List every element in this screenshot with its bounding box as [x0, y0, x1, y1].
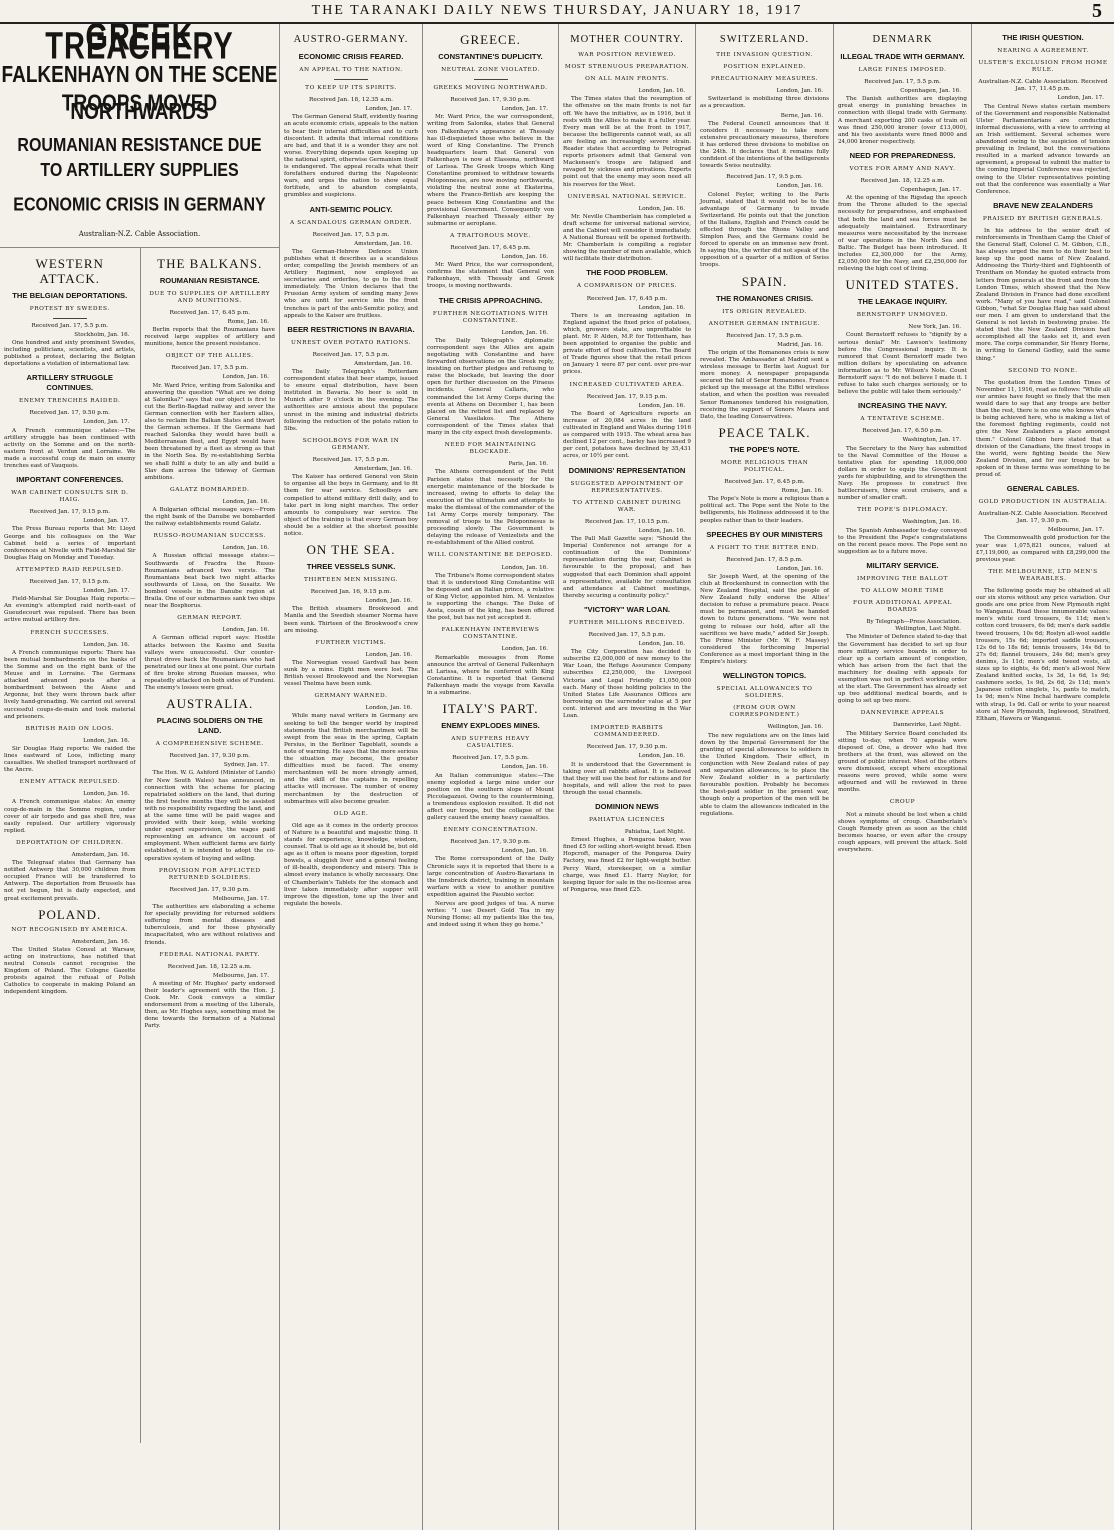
- article-heading: SPEECHES BY OUR MINISTERS: [706, 529, 823, 539]
- article-heading: THE IRISH QUESTION.: [1002, 33, 1084, 42]
- dateline-place: London, Jan. 17.: [1057, 95, 1104, 102]
- article-body: A meeting of Mr. Hughes' party endorsed their leader's agreement with the Hon. J. Cook. Mr. Cook conveys a similar endorsement from a meeting of the Liberals, then, as Mr. Hughes says, something must be done towards the formation of a National Party.: [144, 980, 275, 1030]
- article-kicker: GREEKS MOVING NORTHWARD.: [433, 85, 548, 92]
- article-kicker: DUE TO SUPPLIES OF ARTILLERY AND MUNITIONS.: [149, 290, 271, 304]
- article-body: The Commonwealth gold production for the year was 1,075,821 ounces, valued at £7,119,000, as compared with £8,299,000 the previous year.: [976, 535, 1110, 563]
- irish-question-column: [972, 24, 1114, 1530]
- western-attack-column: [0, 248, 140, 1443]
- article-kicker: A TRAITOROUS MOVE.: [450, 232, 531, 239]
- article-body: The Central News states certain members of the Government and responsible Nationalist Ulster Parliamentarians are conducting informal discussions, with a view to arriving at an Irish settlement. Several schemes were abandoned owing to the suspicion of tension prevailing in Ireland, but the conversations resulted in a marked advance towards an agreement, a proposal to submit the matter to the coming Imperial Conference was rejected, owing to the Ulster representatives pointing out that the conference was essentially a War Conference.: [976, 103, 1110, 195]
- article-kicker: SUGGESTED APPOINTMENT OF REPRESENTATIVES.: [570, 480, 684, 494]
- received-line: Received Jan. 17, 5.5 p.m.: [31, 322, 109, 329]
- article-kicker: ATTEMPTED RAID REPULSED.: [15, 566, 124, 573]
- dateline-place: London, Jan. 16.: [776, 183, 823, 190]
- article-heading: IMPORTANT CONFERENCES.: [16, 475, 124, 485]
- dateline-place: London, Jan. 16.: [638, 753, 685, 760]
- received-line: Received Jan. 17, 10.15 p.m.: [584, 518, 670, 525]
- section-title: DENMARK: [872, 34, 933, 45]
- dateline-place: London, Jan. 16.: [83, 641, 130, 648]
- received-line: Received Jan. 18, 12.25 a.m.: [860, 178, 945, 185]
- article-kicker: SPECIAL ALLOWANCES TO SOLDIERS.: [716, 686, 813, 700]
- advertisement-text: The following goods may be obtained at all our six stores without any price variation. Our goods are one price from New Plymouth right to Wanganui. Read these innumerable values: men's white cord trousers, 6s 11d; men's cotton cord trousers, 6s 6d; men's dark saddle tweed trousers, 10s 6d; Roslyn all-wool saddle trousers, 15s 6d; imported saddle trousers, 12s 6d to 18s 6d; tennis trousers, 14s 6d to 27s 6d; flannel trousers, 24s 6d; men's grey denims, 3s 11d; men's odd tweed vests, all sizes up to eights, 4s 6d; men's all-wool New Zealand knitted socks, 1s 3d, 1s 6d, 1s 9d; cashmere socks, 1s 9d, 2s 6d, 2s 11d; men's Japanese cotton singlets, 1s, pants to match, 1s 9d; men's Nine Inchal hardware complete with strap, 1s 9d. Call or write to your nearest store at New Plymouth, Inglewood, Stratford, Eltham, Hawera or Wanganui.: [976, 588, 1110, 722]
- received-line: Received Jan. 17, 9.30 p.m.: [586, 744, 668, 751]
- dateline-place: London, Jan. 16.: [501, 329, 548, 336]
- article-heading: ARTILLERY STRUGGLE CONTINUES.: [26, 373, 113, 393]
- article-kicker: CROUP: [889, 799, 916, 806]
- dateline-place: Paris, Jan. 16.: [508, 461, 548, 468]
- article-kicker: ENEMY ATTACK REPULSED.: [19, 779, 120, 786]
- article-body: One hundred and sixty prominent Swedes, including politicians, scientists, and artists, published a protest, declaring the Belgian deportations a violation of international law.: [4, 339, 136, 368]
- received-line: Received Jan. 17, 9.50 p.m.: [29, 410, 110, 417]
- article-body: While many naval writers in Germany are seeking to tell the benger world by inspired statements that British merchantmen will be swept from the seas in the spring, Captain Persius, in the Berliner Tageblatt, sounds a note of warning. He says that the more serious the situation may become, the greater difficulties must be faced. The enemy merchantmen will be more strongly armed, and the skill of the captains in repelling attacks will increase. The number of enemy merchantmen by the destruction of submarines will also become greater.: [284, 713, 418, 805]
- dateline-place: London, Jan. 16.: [501, 764, 548, 771]
- article-body: A French communique states:—The artillery struggle has been continued with activity on the Somme and on the north-eastern front at Verdun and Lorraine. We made a successful coup de main on enemy trenches east of Vauquois.: [4, 427, 136, 469]
- article-kicker: DEPORTATION OF CHILDREN.: [16, 839, 124, 846]
- article-body: The City Corporation has decided to subscribe £2,000,000 of new money to the War Loan, the Refuge Assurance Company subscribes £2,250,000, the Liverpool Victoria and Legal Friendly £1,050,000 each. Many of those holding policies in the United States Life Assurance Offices are borrowing on the surrender value at 5 per cent. interest and are investing in the War Loan.: [563, 649, 691, 720]
- headline-troops-moved: TROOPS MOVED NORTHWARDS: [61, 91, 218, 126]
- article-kicker: MORE RELIGIOUS THAN POLITICAL.: [720, 459, 809, 473]
- article-heading: THE CRISIS APPROACHING.: [438, 295, 543, 305]
- article-heading: CONSTANTINE'S DUPLICITY.: [438, 52, 543, 61]
- article-body: The Hon. W. G. Ashford (Minister of Lands) for New South Wales) has announced, in connection with the scheme for placing repatriated soldiers on the land, that during the first twelve months they will be assisted with no responsibility regarding the land, and at the same time will be paid wages and provided with their keep, while working under expert supervision, the wages paid representing an advance on account of employment. When sufficient farms are fairly established, it is intended to adopt the co-operative system of buying and selling.: [144, 770, 275, 862]
- article-heading: THREE VESSELS SUNK.: [306, 562, 396, 572]
- article-kicker: NOT RECOGNISED BY AMERICA.: [11, 926, 129, 933]
- received-line: Received Jan. 17, 5.5 p.m.: [726, 332, 803, 339]
- dateline-place: London, Jan. 16.: [501, 646, 548, 653]
- dateline-place: Amsterdam, Jan. 16.: [354, 466, 412, 473]
- dateline-place: Washington, Jan. 17.: [902, 437, 961, 444]
- article-body: Mr. Ward Price, the war correspondent, writing from Salonika, states that General von Falkenhayn's appearance at Thessaly has ill-disquieted those who believe in the word of King Constantine. The French headquarters learn that General von Falkenhayn is now at Elassona, northward of Larissa. The Greek troops which King Constantine promised to withdraw towards Peloponnesus, are now moving northwards, violating the neutral zone at Ekaterina, where the Franco-British are keeping the peace between King Constantine and the provisional Government. Consequently von Falkenhayn reached Thessaly either by submarine or aeroplane.: [427, 114, 554, 227]
- article-body: A French communique states: An enemy coup-de-main in the Somme region, under cover of air torpedo and gas shell fire, was easily repulsed. Our artillery vigorously replied.: [4, 799, 136, 834]
- article-heading: ECONOMIC CRISIS FEARED.: [298, 52, 404, 61]
- greece-column: [423, 24, 559, 1530]
- received-line: Received Jan. 17, 9.30 p.m.: [169, 753, 250, 760]
- article-body: The Kaiser has ordered General von Stein to organise all the boys in Germany, and to fit them for war service. Schoolboys are compelled to attend military drill daily, and to take part in long night marches. The order amounts to compulsory war service. The object of the training is that every German boy should be a soldier at the shortest possible notice.: [284, 474, 418, 537]
- article-heading: BRAVE NEW ZEALANDERS: [993, 200, 1093, 210]
- article-kicker: FRENCH SUCCESSES.: [30, 629, 110, 636]
- article-body: The Rome correspondent of the Daily Chronicle says it is reported that there is a large concentration of Austro-Bavarians in the Innsbruck district, training in mountain warfare with a view to another punitive expedition against the Pasubio sector.: [427, 856, 554, 898]
- received-line: Received Jan. 17, 9.5 p.m.: [726, 174, 803, 181]
- article-kicker: THE INVASION QUESTION.: [716, 52, 813, 58]
- article-heading: THE ROMANONES CRISIS.: [715, 293, 814, 303]
- article-body: The Minister of Defence stated to-day that the Government has decided to set up four more military service boards in order to clear up a certain amount of congestion, which has arisen from the fact that the machinery for dealing with appeals for exemption was not in perfect working order at the start. The Government has already set up two additional medical boards, and is going to set up two more.: [838, 634, 967, 705]
- dateline-place: London, Jan. 16.: [222, 374, 269, 381]
- article-kicker: IMPORTED RABBITS COMMANDEERED.: [590, 725, 664, 739]
- dateline-place: Melbourne, Jan. 17.: [1047, 527, 1104, 534]
- front-subcolumns: [0, 247, 279, 1443]
- dateline-place: London, Jan. 16.: [501, 848, 548, 855]
- article-kicker: GOLD PRODUCTION IN AUSTRALIA.: [978, 499, 1108, 506]
- article-body: The Telegraaf states that Germany has notified Antwerp that 30,000 children from occupied France will be transferred to Antwerp. The deportation from Brussels has not yet begun, but is daily expected, and great excitement prevails.: [4, 860, 136, 902]
- article-kicker: A SCANDALOUS GERMAN ORDER.: [290, 219, 412, 226]
- article-kicker: INCREASED CULTIVATED AREA.: [569, 381, 685, 388]
- article-kicker: FEDERAL NATIONAL PARTY.: [159, 951, 261, 958]
- article-kicker: WAR CABINET CONSULTS SIR D. HAIG.: [11, 490, 129, 504]
- article-heading: THE LEAKAGE INQUIRY.: [857, 297, 948, 307]
- article-body: The Daily Telegraph's diplomatic correspondent says the Allies are again negotiating with Constantine and have forwarded observations on the Greek reply, insisting on further pledges and refusing to raise the blockade, but leaving the door open for further discussion on the Piraeus incidents. General Callaris, who commanded the 1st Army Corps during the events at Athens on December 1, has been placed on the retired list and replaced by General Vassilakos. The Athens correspondent of the Times states that many in the city expect fresh developments.: [427, 337, 554, 437]
- article-body: Ernest Hughes, a Pongaroa baker, was fined £5 for selling short-weight bread. Eben Hopcroft, manager of the Pongaroa Dairy Factory, was fined £2 for light-weight butter. Percy Ward, storekeeper, on a similar charge, was fined £1. Harry Naylor, for keeping liquor for sale in the no-license area of Pongaroa, was fined £25.: [563, 837, 691, 893]
- article-kicker: WAR POSITION REVIEWED.: [578, 52, 676, 58]
- section-title: UNITED STATES.: [845, 277, 960, 293]
- dateline-place: London, Jan. 16.: [83, 791, 130, 798]
- dateline-place: London, Jan. 16.: [776, 88, 823, 95]
- article-body: The Spanish Ambassador to-day conveyed to the President the Pope's congratulations on the recent peace move. The Pope sent no suggestion as to a future move.: [838, 527, 967, 555]
- received-line: Received Jan. 18, 12.35 a.m.: [309, 97, 393, 104]
- article-kicker: OLD AGE.: [333, 810, 369, 817]
- dateline-place: Melbourne, Jan. 17.: [212, 972, 269, 979]
- dateline-place: London, Jan. 16.: [638, 402, 685, 409]
- dateline-place: Wellington, Jan. 16.: [767, 724, 823, 731]
- article-body: The Press Bureau reports that Mr. Lloyd George and his colleagues on the War Cabinet held a series of important conferences at Nivelle with Field-Marshal Sir Douglas Haig on Monday and Tuesday.: [4, 526, 136, 561]
- article-kicker: PRAISED BY BRITISH GENERALS.: [982, 215, 1104, 222]
- page-columns: [0, 24, 1114, 1530]
- dateline-place: Washington, Jan. 16.: [902, 519, 961, 526]
- article-kicker: BRITISH RAID ON LOOS.: [25, 725, 114, 732]
- article-heading: ROUMANIAN RESISTANCE.: [159, 275, 260, 285]
- dateline-place: London, Jan. 17.: [83, 588, 130, 595]
- divider: [474, 79, 508, 80]
- article-body: There is an increasing agitation in England against the fixed price of potatoes, which, growers state, are unprofitable to plant. Mr. P. Alden, M.P. for Tottenham, has been appointed to organise the public and private effort of food cultivation. The Board of Trade figures show that the retail prices on January 1 were 87 per cent. over pre-war prices.: [563, 312, 691, 376]
- article-kicker: ENEMY CONCENTRATION.: [443, 827, 538, 834]
- article-body: Remarkable messages from Rome announce the arrival of General Falkenhayn at Larissa, where he conferred with King Constantine. It is reported that General Falkenhayn made the voyage from Kavalla in a submarine.: [427, 654, 554, 697]
- article-heading: MILITARY SERVICE.: [866, 560, 939, 570]
- article-kicker: GERMANY WARNED.: [314, 693, 388, 700]
- dateline-place: London, Jan. 17.: [501, 106, 548, 113]
- dateline-place: London, Jan. 17.: [83, 518, 130, 525]
- section-title: PEACE TALK.: [718, 424, 811, 440]
- received-line: Received Jan. 17, 6.45 p.m.: [169, 309, 250, 316]
- article-body: The Federal Council announces that it considers it necessary to take more extensive precautionary measures, therefore it has ordered three divisions to mobilise on the 24th. It declares that it remains fully confident of the intentions of the belligerents towards Swiss neutrality.: [700, 120, 829, 170]
- article-heading: INCREASING THE NAVY.: [858, 401, 947, 411]
- article-heading: ENEMY EXPLODES MINES.: [441, 721, 540, 731]
- article-kicker: BERNSTORFF UNMOVED.: [856, 312, 949, 319]
- article-kicker: SCHOOLBOYS FOR WAR IN GERMANY.: [302, 437, 400, 451]
- dateline-place: Amsterdam, Jan. 16.: [354, 240, 412, 247]
- section-title: GREECE.: [460, 32, 521, 47]
- headline-economic-crisis: ECONOMIC CRISIS IN GERMANY: [13, 196, 266, 216]
- dateline-place: By Telegraph—Press Association. Wellington, Last Night.: [866, 619, 961, 633]
- article-body: Field-Marshal Sir Douglas Haig reports:—An evening's attempted raid north-east of Gueudecourt was repulsed. There has been active mutual artillery fire.: [4, 596, 136, 624]
- article-kicker: WILL CONSTANTINE BE DEPOSED.: [427, 552, 554, 559]
- received-line: Received Jan. 17, 9.15 p.m.: [586, 393, 668, 400]
- headline-falkenhayn: FALKENHAYN ON THE SCENE: [1, 63, 278, 89]
- article-kicker: (FROM OUR OWN CORRESPONDENT.): [729, 705, 800, 719]
- article-kicker: NEUTRAL ZONE VIOLATED.: [441, 67, 540, 73]
- divider: [334, 79, 368, 80]
- dateline-place: Copenhagen, Jan. 17.: [900, 187, 961, 194]
- article-kicker: FURTHER MILLIONS RECEIVED.: [568, 619, 686, 626]
- dateline-place: Amsterdam, Jan. 16.: [71, 938, 130, 945]
- article-kicker: PROTEST BY SWEDES.: [29, 305, 110, 312]
- article-body: The German General Staff, evidently fearing an acute economic crisis, appeals to the nation to bear their internal difficulties and to curb discontent. It admits that internal conditions are bad, and that it is a wonder they are not worse. Everything depends upon keeping up the national spirit, otherwise Germanism itself is endangered. The appeal recalls what their forefathers endured during the Napoleonic wars, and urges the nation to show equal fortitude, and to abandon complaints, grumbles and suspicions.: [284, 114, 418, 199]
- dateline-place: Sydney, Jan. 17.: [223, 762, 269, 769]
- article-heading: THE FOOD PROBLEM.: [586, 268, 668, 278]
- advertisement-text: Not a minute should be lost when a child shows symptoms of croup. Chamberlain's Cough Remedy given as soon as the child becomes hoarse, or even after the croupy cough appears, will prevent the attack. Sold everywhere.: [838, 811, 967, 853]
- article-body: The Pope's Note is more a religious than a political act. The Pope sent the Note to the belligerents, his Holiness addressed it to the peoples rather than to their leaders.: [700, 496, 829, 524]
- article-body: A Russian official message states:—Southwards of Fracdra the Russo-Roumanians advanced two versts. The Roumanians beat back two night attacks southwards of Lissa, on the Susaitz. We bombed vessels in the Danube region at Braila. One of our submarines sank two ships near the Bosphorus.: [144, 553, 275, 610]
- received-line: Received Jan. 17, 6.45 p.m.: [724, 479, 805, 486]
- article-kicker: FALKENHAYN INTERVIEWS CONSTANTINE.: [441, 627, 540, 641]
- dateline-place: New York, Jan. 16.: [908, 324, 961, 331]
- article-body: The Pall Mall Gazette says: "Should the Imperial Conference not arrange for a continuation of the Dominions' representation during the war, Cabinet is favourable to the proposal, and has suggested that each Dominion shall appoint a representative, available for consultation and attendance at Cabinet meetings, thereby securing a continuity policy.": [563, 536, 691, 599]
- received-line: Received Jan. 17, 9.30 p.m.: [450, 839, 531, 846]
- mother-country-column: [559, 24, 696, 1530]
- article-kicker: DANNEVIRKE APPEALS: [860, 710, 945, 717]
- article-kicker: UNIVERSAL NATIONAL SERVICE.: [567, 193, 687, 200]
- article-body: The Tribune's Rome correspondent states that it is understood King Constantine will be deposed and an Italian prince, a relative of King Victor, appointed him. M. Venizelos is supporting the change. The Duke of Aosta, cousin of the king, has been offered the post, but has not yet accepted it.: [427, 572, 554, 622]
- article-kicker: PRECAUTIONARY MEASURES.: [710, 76, 819, 83]
- article-kicker: TO ALLOW MORE TIME: [860, 587, 945, 594]
- article-body: Count Bernstorff refuses to "dignify by a serious denial" Mr. Lawson's testimony before the Congressional inquiry. It is rumored that Count Bernstorff made two million dollars by speculating on advance information as to Mr. Wilson's Note. Count Bernstorff says: "I do not believe I made it. I refuse to take such charges seriously, or to believe the public will take them seriously.": [838, 332, 967, 396]
- dateline-place: London, Jan. 16.: [638, 88, 685, 95]
- article-heading: DOMINION NEWS: [595, 801, 659, 811]
- article-heading: GENERAL CABLES.: [1006, 484, 1080, 494]
- article-heading: DOMINIONS' REPRESENTATION: [568, 465, 686, 475]
- received-line: Received Jan. 17, 5.5 p.m.: [312, 457, 390, 464]
- article-heading: ILLEGAL TRADE WITH GERMANY.: [840, 52, 965, 61]
- dateline-place: Amsterdam, Jan. 16.: [71, 852, 130, 858]
- received-line: Received Jan. 17, 8.5 p.m.: [726, 556, 803, 563]
- received-line: Received Jan. 17, 9.15 p.m.: [29, 579, 110, 585]
- article-body: In his address to the senior draft of reinforcements in Trentham Camp the Chief of the General Staff, Colonel C. M. Gibbon, C.B., has always urged the men to do their best to keep up the good name of New Zealand. Addressing the Thirty-third and Eighteenth of Trentham on Monday he quoted extracts from letters from generals at the front and from the London Times, which showed that the New Zealand Division in France had done excellent work. "Many of you have read," said Colonel Gibbon, "what Sir Douglas Haig has said about our men. I am given to understand that the General is not lavish in bestowing praise. He stated that the New Zealand Division had accomplished all the tasks set it, and even more. The corps commander, Sir Henry Horne, in writing to General Godley, said the same thing.": [976, 227, 1110, 362]
- section-title: SWITZERLAND.: [719, 34, 810, 45]
- dateline-place: Amsterdam, Jan. 16.: [354, 360, 412, 367]
- received-line: Received Jan. 17, 5.5 p.m.: [452, 755, 529, 762]
- article-kicker: UNREST OVER POTATO RATIONS.: [290, 339, 412, 346]
- article-kicker: GALATZ BOMBARDED.: [169, 486, 250, 493]
- article-kicker: RUSSO-ROUMANIAN SUCCESS.: [153, 533, 266, 540]
- article-kicker: ULSTER'S EXCLUSION FROM HOME RULE.: [978, 60, 1108, 74]
- dateline-place: London, Jan. 16.: [638, 304, 685, 311]
- article-kicker: VOTES FOR ARMY AND NAVY.: [849, 165, 956, 172]
- switzerland-column: [696, 24, 834, 1530]
- received-line: Received Jan. 17, 9.30 p.m.: [169, 886, 250, 893]
- dateline-place: London, Jan. 16.: [365, 705, 412, 712]
- dateline-place: Stockholm, Jan. 16.: [74, 331, 130, 338]
- article-kicker: ON ALL MAIN FRONTS.: [585, 76, 669, 83]
- article-kicker: OBJECT OF THE ALLIES.: [165, 353, 254, 360]
- section-title: ITALY'S PART.: [442, 701, 539, 717]
- article-kicker: MOST STRENUOUS PREPARATION.: [564, 64, 690, 71]
- dateline-place: Rome, Jan. 16.: [781, 488, 823, 495]
- article-body: It is understood that the Government is taking over all rabbits afloat. It is believed that they will use the best for rations and for hospitals, and will allow the rest to pass through the usual channels.: [563, 761, 691, 796]
- article-body: The Military Service Board concluded its sitting to-day, when 70 appeals were disposed of. One, a drover who had five brothers at the front, was allowed on the ground of public interest. Most of the others were dismissed, except where exceptional reasons were proved, while some were adjourned and will be reviewed in three months.: [838, 730, 967, 794]
- article-body: The new regulations are on the lines laid down by the Imperial Government for the granting of special allowances to soldiers in the United Kingdom. Their effect, in conjunction with New Zealand rates of pay and separation allowances, is to place the New Zealand soldier in a particularly favourable position. Probably he becomes the best-paid soldier in the present war, though only a proportion of the men will be able to claim the allowances indicated in the regulations.: [700, 732, 829, 817]
- article-body: The Danish authorities are displaying great energy in punishing breaches in connection with illegal trade with Germany. A merchant exporting 200 casks of train oil was fined 250,000 kroner (over £13,000), and his two assistants were fined 8000 and 24,000 kroner respectively.: [838, 96, 967, 145]
- dateline-place: London, Jan. 16.: [222, 627, 269, 634]
- article-body: Switzerland is mobilising three divisions as a precaution.: [700, 96, 829, 110]
- received-line: Received Jan. 17, 6.45 p.m.: [586, 295, 668, 302]
- article-body: A German official report says: Hostile attacks between the Kasino and Susita valleys were unsuccessful. Our counter-thrust drove back the Roumanians who had penetrated our lines at one point. Our curtain of fire broke strong Russian masses, who repeatedly attacked on both sides of Fundeni. The enemy's losses were great.: [144, 635, 275, 692]
- dateline-place: London, Jan. 17.: [365, 106, 412, 113]
- headline-roumanian-resistance: ROUMANIAN RESISTANCE DUE TO ARTILLERY SUPPLIES: [17, 136, 262, 182]
- denmark-column: [834, 24, 972, 1530]
- article-kicker: LARGE FINES IMPOSED.: [858, 67, 947, 73]
- divider: [53, 318, 87, 319]
- received-line: Received Jan. 17, 5.5 p.m.: [312, 231, 390, 238]
- article-body: The German-Hebrew Defence Union publishes what it describes as a scandalous order, compelling the Jewish members of an Artillery Regiment, now employed as secretaries and orderlies, to go to the front immediately. The Union declares that the Prussian Army system of sending many Jews who are unfit for service into the front trenches is part of the anti-Semitic policy, and appeals to the Kaiser are fruitless.: [284, 248, 418, 319]
- article-body: The British steamers Brookwood and Manila and the Swedish steamer Norma have been sunk. Thirteen of the Brookwood's crew are missing.: [284, 606, 418, 634]
- article-body: The Norwegian vessel Gardvall has been sunk by a mine. Eight men were lost. The British vessel Brookwood and the Norwegian vessel Thelma have been sunk.: [284, 659, 418, 688]
- dateline-place: Madrid, Jan. 16.: [777, 341, 823, 348]
- dateline-place: Berne, Jan. 16.: [780, 112, 823, 119]
- article-body: Sir Joseph Ward, at the opening of the club at Brockenhurst in connection with the New Zealand Hospital, said the people of New Zealand fully endorse the Allies' decision to refuse a premature peace. Peace must be permanent, and must be handed down to future generations. "We were not going to release our hold, after all the sacrifices we have made," added Sir Joseph. The Prime Minister (Mr. W. F. Massey) considered the forthcoming Imperial Conference as a most important thing in the Empire's history.: [700, 573, 829, 665]
- article-kicker: PAHIATUA LICENCES: [588, 816, 666, 823]
- dateline-place: London, Jan. 16.: [776, 565, 823, 572]
- dateline-place: London, Jan. 16.: [638, 641, 685, 648]
- received-line: Received Jan. 17, 6.45 p.m.: [450, 244, 531, 251]
- received-line: Received Jan. 17, 6.50 p.m.: [862, 428, 943, 435]
- article-kicker: THE MELBOURNE, LTD MEN'S WEARABLES.: [988, 568, 1098, 582]
- article-kicker: NEARING A AGREEMENT.: [997, 48, 1089, 54]
- dateline-place: Rome, Jan. 16.: [227, 318, 269, 325]
- article-body: Mr. Ward Price, the war correspondent, confirms the statement that General von Falkenhayn, with Thessaly and Greek troops, is moving northwards.: [427, 262, 554, 290]
- article-kicker: AND SUFFERS HEAVY CASUALTIES.: [451, 736, 530, 750]
- dateline-place: London, Jan. 16.: [365, 651, 412, 658]
- article-body: The quotation from the London Times of November 11, 1916, read as follows: "While all our armies have fought so finely that the men would dare to say that any troops are better than the rest, there is no one who knows what is being achieved here, who is making a list of the foremost fighting regiments, could not give the New Zealanders a place amongst them." Colonel Gibbon here stated that a division of the Canadians, the finest troops in the world, were fighting beside the New Zealand Division, and for our troops to be spoken of in these terms was something to be proud of.: [976, 379, 1110, 478]
- article-kicker: FURTHER NEGOTIATIONS WITH CONSTANTINE.: [432, 310, 549, 324]
- article-heading: "VICTORY" WAR LOAN.: [583, 604, 671, 614]
- article-heading: WELLINGTON TOPICS.: [722, 671, 807, 681]
- article-kicker: FURTHER VICTIMS.: [315, 639, 387, 646]
- received-line: Received Jan. 17, 9.30 p.m.: [450, 97, 531, 104]
- dateline-place: Melbourne, Jan. 17.: [212, 895, 269, 902]
- received-line: Received Jan. 17, 5.5 p.m.: [864, 79, 941, 86]
- dateline-place: London, Jan. 16.: [222, 498, 269, 505]
- article-kicker: POSITION EXPLAINED.: [723, 64, 806, 71]
- dateline-place: London, Jan. 16.: [222, 545, 269, 552]
- article-body: The Daily Telegraph's Rotterdam correspondent states that beer stamps, issued to ensure equal distribution, have been instituted in Bavaria. No beer is sold in Munich after 9 o'clock in the evening. The authorities are anxious about the populace unrest in the mining and industrial districts following the reduction of the potato ration to 5lbs.: [284, 369, 418, 432]
- article-kicker: IMPROVING THE BALLOT: [857, 575, 948, 582]
- section-title: POLAND.: [38, 906, 102, 922]
- article-kicker: GERMAN REPORT.: [177, 615, 243, 622]
- masthead: [0, 0, 1114, 24]
- article-heading: PLACING SOLDIERS ON THE LAND.: [156, 716, 263, 736]
- article-kicker: AN APPEAL TO THE NATION.: [299, 67, 403, 73]
- dateline-place: London, Jan. 16.: [501, 254, 548, 261]
- received-line: Received Jan. 17, 5.5 p.m.: [171, 365, 249, 372]
- article-body: Mr. Neville Chamberlain has completed a draft scheme for universal national service, and the Cabinet will consider it immediately. A National Bureau will be opened forthwith. Mr. Chamberlain is compiling a register showing the number of men available, which will facilitate their distribution.: [563, 213, 691, 263]
- front-column: [0, 24, 280, 1530]
- article-body: Mr. Ward Price, writing from Salonika and answering the question "What are we doing at Salonika?" says that our object is first to cut the Berlin-Bagdad railway and sever the German connection with her Eastern allies, also to reclaim the Balkan States and thwart the German schemes. If the Germans had reached Salonika they would have built a Mediterranean fleet, and Egypt would have been threatened by a fleet as strong as that in the North Sea. By re-establishing Serbia we shall fulfil a duty to an ally and build a Slav dam across the tideway of German ambitions.: [144, 382, 275, 481]
- received-line: Received Jan. 17, 5.5 p.m.: [588, 632, 666, 638]
- article-heading: NEED FOR PREPAREDNESS.: [849, 150, 956, 160]
- article-kicker: ENEMY TRENCHES RAIDED.: [19, 398, 121, 405]
- article-body: Sir Douglas Haig reports: We raided the lines eastward of Loos, inflicting many casualties. We shelled transport northward of the Ancre.: [4, 745, 136, 774]
- received-line: Australian-N.Z. Cable Association. Received Jan. 17, 11.45 p.m.: [978, 79, 1108, 93]
- article-heading: THE POPE'S NOTE.: [729, 444, 800, 454]
- dateline-place: London, Jan. 16.: [365, 598, 412, 605]
- advertisement-text: Nerves are good judges of tea. A nurse writes: "I use Desert Gold Tea in my Nursing Home; all my patients like the tea, and indeed using it when they go home.": [427, 901, 554, 929]
- received-line: Received Jan. 17, 5.5 p.m.: [312, 351, 390, 358]
- article-kicker: FOUR ADDITIONAL APPEAL BOARDS: [853, 600, 952, 614]
- article-kicker: A COMPARISON OF PRICES.: [576, 283, 678, 290]
- article-body: The Board of Agriculture reports an increase of 20,084 acres in the land cultivated in England and Wales during 1916 as compared with 1915. The wheat area has declined 12 per cent., barley has increased 9 per cent, potatoes have declined by 35,431 acres, or 10½ per cent.: [563, 410, 691, 460]
- section-title: WESTERN ATTACK.: [35, 255, 104, 286]
- dateline-place: London, Jan. 17.: [83, 419, 130, 426]
- article-kicker: TO KEEP UP ITS SPIRITS.: [305, 85, 397, 92]
- article-body: The Secretary to the Navy has submitted to the Naval Committee of the House a tentative plan for spending 18,000,000 dollars in order to equip the Government yards for shipbuilding, and to strengthen the Navy. He proposes to construct five battlecruisers, three scout cruisers, and a number of smaller craft.: [838, 445, 967, 502]
- article-kicker: A FIGHT TO THE BITTER END.: [709, 544, 820, 551]
- article-kicker: ITS ORIGIN REVEALED.: [722, 308, 807, 315]
- article-body: Old age as it comes in the orderly process of Nature is a beautiful and majestic thing. It stands for experience, knowledge, wisdom, counsel. That is old age as it should be, but old age as it often is means poor digestion, torpid bowels, a sluggish liver and a general feeling of ill-health, despondency and misery. This is almost every instance is wholly necessary. One of Chamberlain's Tablets for the stomach and liver taken immediately after supper will improve the digestion, tone up the liver and regulate the bowels.: [284, 822, 418, 907]
- article-kicker: A COMPREHENSIVE SCHEME.: [155, 741, 264, 748]
- section-title: THE BALKANS.: [157, 255, 263, 271]
- received-line: Received Jan. 18, 12.25 a.m.: [167, 963, 252, 970]
- article-heading: ANTI-SEMITIC POLICY.: [309, 204, 393, 214]
- dateline-place: Pahiatua, Last Night.: [624, 829, 685, 836]
- article-body: An Italian communique states:—The enemy exploded a large mine under our position on the southern slope of Mount Piccolagazuoi. Owing to the countermining, a tremendous explosion resulted. It did not affect our troops, but the collapse of the gallery caused the enemy heavy casualties.: [427, 772, 554, 822]
- article-body: A Bulgarian official message says:—From the right bank of the Danube we bombarded the railway establishments round Galatz.: [144, 507, 275, 528]
- article-kicker: NEED FOR MAINTAINING BLOCKADE.: [444, 442, 537, 456]
- article-heading: THE BELGIAN DEPORTATIONS.: [12, 290, 128, 300]
- section-title: AUSTRO-GERMANY.: [293, 34, 409, 45]
- section-title: AUSTRALIA.: [166, 696, 254, 712]
- received-line: Australian-N.Z. Cable Association. Received Jan. 17, 9.30 p.m.: [978, 511, 1108, 525]
- article-heading: BEER RESTRICTIONS IN BAVARIA.: [287, 324, 415, 334]
- dateline-place: Copenhagen, Jan. 16.: [900, 88, 961, 95]
- received-line: Received Jan. 16, 9.15 p.m.: [310, 589, 392, 596]
- section-title: SPAIN.: [741, 273, 788, 289]
- dateline-place: Dannevirke, Last Night.: [892, 722, 961, 729]
- dateline-place: London, Jan. 16.: [501, 564, 548, 571]
- article-kicker: THE POPE'S DIPLOMACY.: [857, 507, 948, 514]
- article-kicker: ANOTHER GERMAN INTRIGUE.: [708, 320, 821, 327]
- article-body: Berlin reports that the Roumanians have received large supplies of artillery and munitions, hence the present resistance.: [144, 326, 275, 348]
- article-body: At the opening of the Rigsdag the speech from the Throne alluded to the special necessity for preparedness, and emphasised that both the land and sea forces must be adequately maintained. Extraordinary measures were necessitated by the increase of war operations in the North Sea and Baltic. The Budget has been introduced. It includes £2,300,000 for the Army, £2,050,000 for the Navy, and £2,250,000 for relieving the high cost of living.: [838, 195, 967, 273]
- received-line: Received Jan. 17, 9.15 p.m.: [29, 509, 110, 516]
- article-body: Colonel Feyler, writing to the Paris Journal, stated that it would not be to the advantage of Germany to invade Switzerland. He points out that the junction of the Italians, English and French could be effected through the Rhone Valley and Simplon Pass, and the Germans could be forced to operate on an immense new front. In saying this, the writer did not speak of the opposition of a quarter of a million of Swiss troops.: [700, 191, 829, 269]
- section-title: ON THE SEA.: [306, 542, 396, 558]
- article-kicker: TO ATTEND CABINET DURING WAR.: [572, 499, 682, 513]
- austro-germany-column: [280, 24, 423, 1530]
- article-body: The United States Consul at Warsaw, acting on instructions, has notified that neutral Consuls cannot recognise the Kingdom of Poland. The Cologne Gazette protests against the refusal of Polish Catholics to cooperate in making Poland an independent kingdom.: [4, 946, 136, 996]
- agency-credit: Australian-N.Z. Cable Association.: [78, 230, 201, 239]
- article-kicker: THIRTEEN MEN MISSING.: [303, 577, 399, 584]
- page-number: 5: [1092, 0, 1104, 22]
- section-title: MOTHER COUNTRY.: [570, 34, 684, 45]
- article-body: The Athens correspondent of the Petit Parisien states that necessity for the energetic maintenance of the blockade is increased, owing to efforts to delay the execution of the ultimatum and attempts to make the dismissal of the commander of the 1st Army Corps merely temporary. The removal of troops to the Peloponnesus is proceeding slowly. The Government is delaying the release of Venizelists and the re-establishment of the Allied control.: [427, 469, 554, 547]
- article-kicker: SECOND TO NONE.: [1008, 367, 1078, 374]
- article-body: The origin of the Romanones crisis is now revealed. The Ambassador at Madrid sent a wireless message to Berlin last August for more money. A newspaper propaganda secured the fall of Senor Romanones. France picked up the message at the Eiffel wireless station, and when the position was revealed Senor Romanones tendered his resignation, receiving the support of Senors Maura and Dato, the leading Conservatives.: [700, 349, 829, 420]
- masthead-title: THE TARANAKI DAILY NEWS THURSDAY, JANUARY 18, 1917: [311, 3, 803, 18]
- dateline-place: London, Jan. 16.: [638, 527, 685, 534]
- article-body: A French communique reports: There has been mutual bombardments on the banks of the Somme and on the right bank of the Meuse and in Lorraine. The Germans attacked advanced posts after a bombardment between the Aisne and Argonne, but they were thrown back after lively hand-grenading. We carried out several successful coups-de-main and took material and prisoners.: [4, 649, 136, 720]
- headline-greek-treachery: GREEK TREACHERY: [45, 24, 234, 68]
- balkans-column: [140, 248, 280, 1443]
- dateline-place: London, Jan. 16.: [638, 205, 685, 212]
- dateline-place: London, Jan. 16.: [83, 737, 130, 744]
- article-kicker: A TENTATIVE SCHEME.: [860, 416, 945, 423]
- article-body: The authorities are elaborating a scheme for specially providing for returned soldiers suffering from mental diseases and tuberculosis, and for those physically incapacitated, who are without relatives and friends.: [144, 904, 275, 946]
- article-body: The Times states that the resumption of the offensive on the main fronts is not far off. We have the initiative, as in 1916, but it rests with the Allies to make it a fuller year. Every man will be at the front in 1917, because the belligerents cannot wait, as all are feeling an increasingly severe strain. Reader states that according to Petrograd reports prisoners admit that General von Mackensen's troops are fatigued and ravaged by sickness and privations. Experts point out that the enemy may soon need all his reserves for the West.: [563, 96, 691, 188]
- article-kicker: PROVISION FOR AFFLICTED RETURNED SOLDIERS.: [158, 867, 261, 881]
